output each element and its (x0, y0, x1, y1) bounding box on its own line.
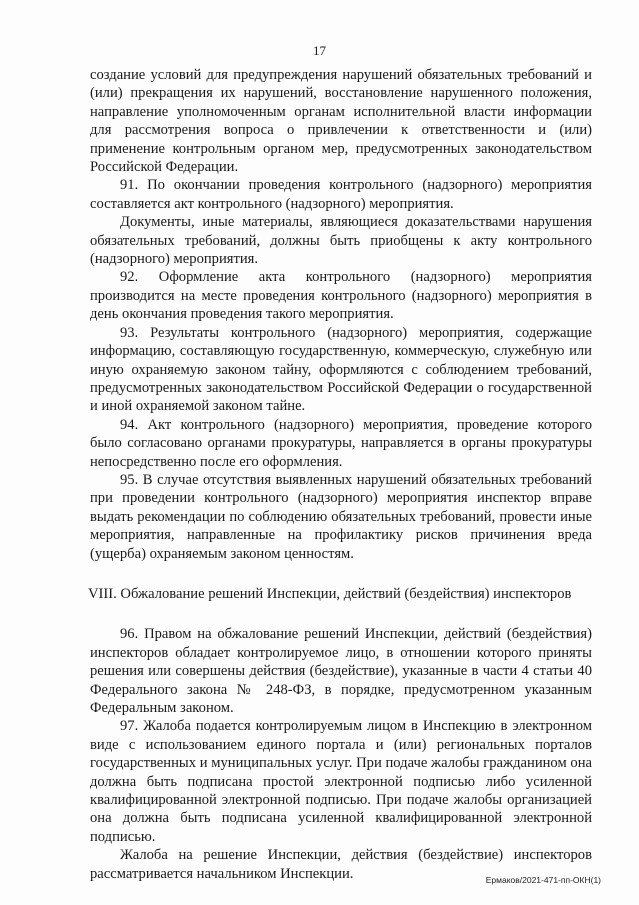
paragraph-92: 92. Оформление акта контрольного (надзорного) мероприятия производится на месте проведения контрольного (надзорного) мероприятия в день окончания проведения такого мероприятия. (90, 269, 592, 323)
paragraph-91: 91. По окончании проведения контрольного (надзорного) мероприятия составляется акт контрольного (надзорного) мероприятия. (90, 177, 592, 212)
paragraph-91-documents: Документы, иные материалы, являющиеся доказательствами нарушения обязательных требований, должны быть приобщены к акту контрольного (надзорного) мероприятия. (90, 214, 592, 268)
page-number: 17 (313, 43, 326, 58)
paragraph-95: 95. В случае отсутствия выявленных нарушений обязательных требований при проведении контрольного (надзорного) мероприятия инспектор вправе выдать рекомендации по соблюдению обязательных требований, провести иные мероприятия, направленные на профилактику рисков причинения вреда (ущерба) охраняемым законом ценностям. (90, 471, 592, 562)
section-heading: VIII. Обжалование решений Инспекции, действий (бездействия) инспекторов (88, 585, 572, 602)
paragraph-97: 97. Жалоба подается контролируемым лицом в Инспекцию в электронном виде с использованием единого портала и (или) региональных порталов государственных и муниципальных услуг. При подаче жалобы гражданином она должна быть подписана простой электронной подписью либо усиленной квалифицированной электронной подписью. При подаче жалобы организацией она должна быть подписана усиленной квалифицированной электронной подписью. (90, 718, 592, 845)
paragraph-97-review: Жалоба на решение Инспекции, действия (бездействие) инспекторов рассматривается начальником Инспекции. (90, 847, 592, 882)
document-code: Ермаков/2021-471-пп-ОКН(1) (485, 875, 601, 885)
document-body (90, 66, 592, 883)
paragraph-continuation: создание условий для предупреждения нарушений обязательных требований и (или) прекращения их нарушений, восстановление нарушенного положения, направление уполномоченным органам исполнительной власти информации для рассмотрения вопроса о привлечении к ответственности и (или) применение контрольным органом мер, предусмотренных законодательством Российской Федерации. (90, 67, 592, 176)
paragraph-96: 96. Правом на обжалование решений Инспекции, действий (бездействия) инспекторов обладает контролируемое лицо, в отношении которого приняты решения или совершены действия (бездействие), указанные в части 4 статьи 40 Федерального закона № 248-ФЗ, в порядке, предусмотренном указанным Федеральным законом. (90, 626, 592, 716)
paragraph-93: 93. Результаты контрольного (надзорного) мероприятия, содержащие информацию, составляющую государственную, коммерческую, служебную или иную охраняемую законом тайну, оформляются с соблюдением требований, предусмотренных законодательством Российской Федерации о государственной и иной охраняемой законом тайне. (90, 324, 592, 415)
paragraph-94: 94. Акт контрольного (надзорного) мероприятия, проведение которого было согласовано органами прокуратуры, направляется в органы прокуратуры непосредственно после его оформления. (90, 416, 592, 470)
